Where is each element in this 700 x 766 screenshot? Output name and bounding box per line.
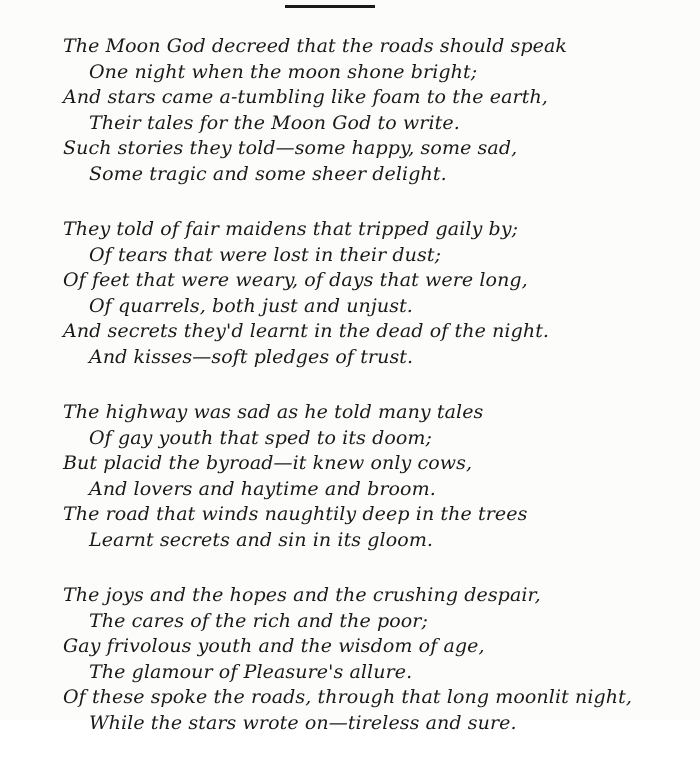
poem-line: Of quarrels, both just and unjust. <box>89 294 413 317</box>
poem-line: One night when the moon shone bright; <box>89 60 478 83</box>
poem-line: Of these spoke the roads, through that long moonlit night, <box>63 686 632 708</box>
stanza-3 <box>63 400 693 553</box>
poem-line: Of feet that were weary, of days that were long, <box>63 269 528 291</box>
poem-line: Such stories they told—some happy, some sad, <box>63 137 518 159</box>
poem-line: Learnt secrets and sin in its gloom. <box>89 528 434 551</box>
top-rule <box>285 5 375 8</box>
poem <box>63 34 693 766</box>
poem-line: Their tales for the Moon God to write. <box>89 111 460 134</box>
poem-line: Of gay youth that sped to its doom; <box>89 426 433 449</box>
poem-line: The cares of the rich and the poor; <box>89 609 428 632</box>
poem-line: But placid the byroad—it knew only cows, <box>63 452 473 474</box>
poem-line: And stars came a-tumbling like foam to the earth, <box>63 86 548 108</box>
poem-line: And kisses—soft pledges of trust. <box>89 345 414 368</box>
stanza-1 <box>63 34 693 187</box>
poem-line: And lovers and haytime and broom. <box>89 477 436 500</box>
poem-line: Gay frivolous youth and the wisdom of age, <box>63 635 485 657</box>
poem-line: The road that winds naughtily deep in the trees <box>63 503 528 525</box>
poem-line: The Moon God decreed that the roads should speak <box>63 35 568 57</box>
poem-line: And secrets they'd learnt in the dead of the night. <box>63 320 550 342</box>
poem-line: While the stars wrote on—tireless and sure. <box>89 711 517 734</box>
poem-line: They told of fair maidens that tripped gaily by; <box>63 218 519 240</box>
stanza-4 <box>63 583 693 736</box>
stanza-2 <box>63 217 693 370</box>
poem-line: The glamour of Pleasure's allure. <box>89 660 413 683</box>
poem-line: Some tragic and some sheer delight. <box>89 162 447 185</box>
poem-line: The highway was sad as he told many tales <box>63 401 484 423</box>
poem-line: Of tears that were lost in their dust; <box>89 243 442 266</box>
poem-line: The joys and the hopes and the crushing despair, <box>63 584 541 606</box>
